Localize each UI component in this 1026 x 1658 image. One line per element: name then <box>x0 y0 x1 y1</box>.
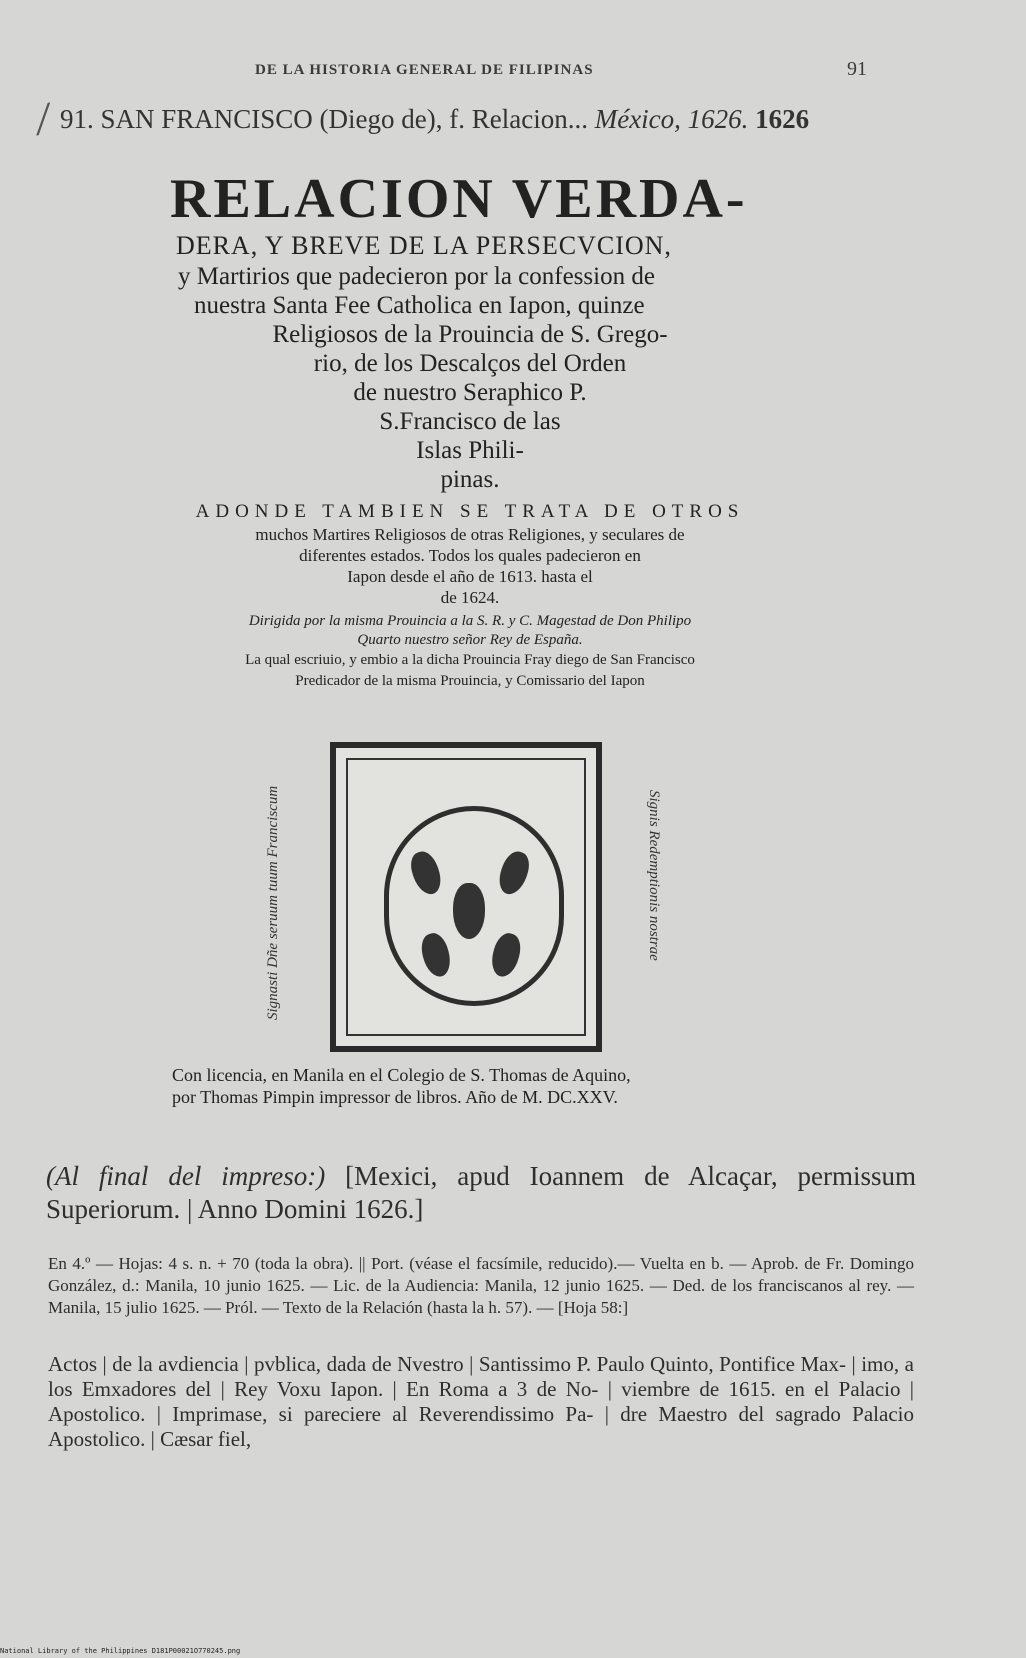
imprint-lead: (Al final del impreso:) <box>46 1161 326 1191</box>
facsimile-author: La qual escriuio, y embio a la dicha Prouincia Fray diego de San Francisco <box>245 652 695 668</box>
facsimile-line: muchos Martires Religiosos de otras Religiones, y seculares de <box>255 525 685 544</box>
facsimile-title: RELACION VERDA- <box>170 168 748 230</box>
facsimile-author: Predicador de la misma Prouincia, y Comissario del Iapon <box>295 673 645 689</box>
facsimile-line: Religiosos de la Prouincia de S. Grego- <box>272 321 668 348</box>
woodcut-left-legend: Signasti Dñe seruum tuum Franciscum <box>265 785 281 1020</box>
facsimile-adonde: ADONDE TAMBIEN SE TRATA DE OTROS <box>195 501 745 522</box>
facsimile-colophon <box>172 1064 752 1108</box>
facsimile-title-page <box>170 168 770 692</box>
wound-mark <box>406 848 445 898</box>
colophon-line: Con licencia, en Manila en el Colegio de S. Thomas de Aquino, <box>172 1065 631 1085</box>
bibliographic-entry <box>60 104 809 135</box>
colophon-line: por Thomas Pimpin impressor de libros. Año de M. DC.XXV. <box>172 1087 618 1107</box>
woodcut-emblem <box>330 742 602 1052</box>
facsimile-line: diferentes estados. Todos los quales padecieron en <box>299 546 641 565</box>
imprint-note <box>46 1160 916 1226</box>
entry-number: 91. <box>60 104 94 134</box>
facsimile-dedication: Dirigida por la misma Prouincia a la S. R. y C. Magestad de Don Philipo <box>248 613 692 629</box>
wound-mark <box>488 930 525 979</box>
wound-mark <box>418 930 455 979</box>
facsimile-line: pinas. <box>440 466 500 493</box>
facsimile-line: Islas Phili- <box>416 437 524 464</box>
entry-place-date: México, 1626. <box>594 104 749 134</box>
facsimile-line: de nuestro Seraphico P. <box>353 379 587 406</box>
facsimile-line: y Martirios que padecieron por la confession de <box>178 263 655 290</box>
wound-mark <box>494 848 533 898</box>
imprint-text: [Mexici, apud Ioannem de Alcaçar, permissum Superiorum. | Anno Domini 1626.] <box>46 1161 916 1224</box>
facsimile-line: DERA, Y BREVE DE LA PERSECVCION, <box>176 231 672 260</box>
facsimile-line: rio, de los Descalços del Orden <box>313 350 627 377</box>
transcribed-quote: Actos | de la avdiencia | pvblica, dada de Nvestro | Santissimo P. Paulo Quinto, Pontifice Max- | imo, a los Emxadores del | Rey Voxu Iapon. | En Roma a 3 de No- | viembre de 1615. en el Palacio | Apostolico. | Imprimase, si pareciere al Reverendissimo Pa- | dre Maestro del sagrado Palacio Apostolico. | Cæsar fiel, <box>48 1352 914 1451</box>
facsimile-line: de 1624. <box>440 588 500 607</box>
facsimile-line: S.Francisco de las <box>379 408 561 435</box>
entry-year: 1626 <box>755 104 810 134</box>
five-wounds-emblem <box>384 806 564 1006</box>
collation-description: En 4.º — Hojas: 4 s. n. + 70 (toda la obra). || Port. (véase el facsímile, reducido).— Vuelta en b. — Aprob. de Fr. Domingo González, d.: Manila, 10 junio 1625. — Lic. de la Audiencia: Manila, 12 junio 1625. — Ded. de los franciscanos al rey. — Manila, 15 julio 1625. — Pról. — Texto de la Relación (hasta la h. 57). — [Hoja 58:] <box>48 1254 914 1317</box>
margin-annotation: / <box>32 92 53 145</box>
running-title: DE LA HISTORIA GENERAL DE FILIPINAS <box>255 62 594 78</box>
page-number: 91 <box>847 58 867 80</box>
woodcut-border <box>346 758 586 1036</box>
wound-mark <box>453 883 485 939</box>
facsimile-line: Iapon desde el año de 1613. hasta el <box>347 567 593 586</box>
facsimile-dedication: Quarto nuestro señor Rey de España. <box>357 632 583 648</box>
facsimile-line: nuestra Santa Fee Catholica en Iapon, quinze <box>194 292 645 319</box>
woodcut-right-legend: Signis Redemptionis nostrae <box>646 790 662 961</box>
scan-footer: National Library of the Philippines D181P00021O770245.png <box>0 1647 241 1655</box>
entry-text: SAN FRANCISCO (Diego de), f. Relacion... <box>100 104 588 134</box>
